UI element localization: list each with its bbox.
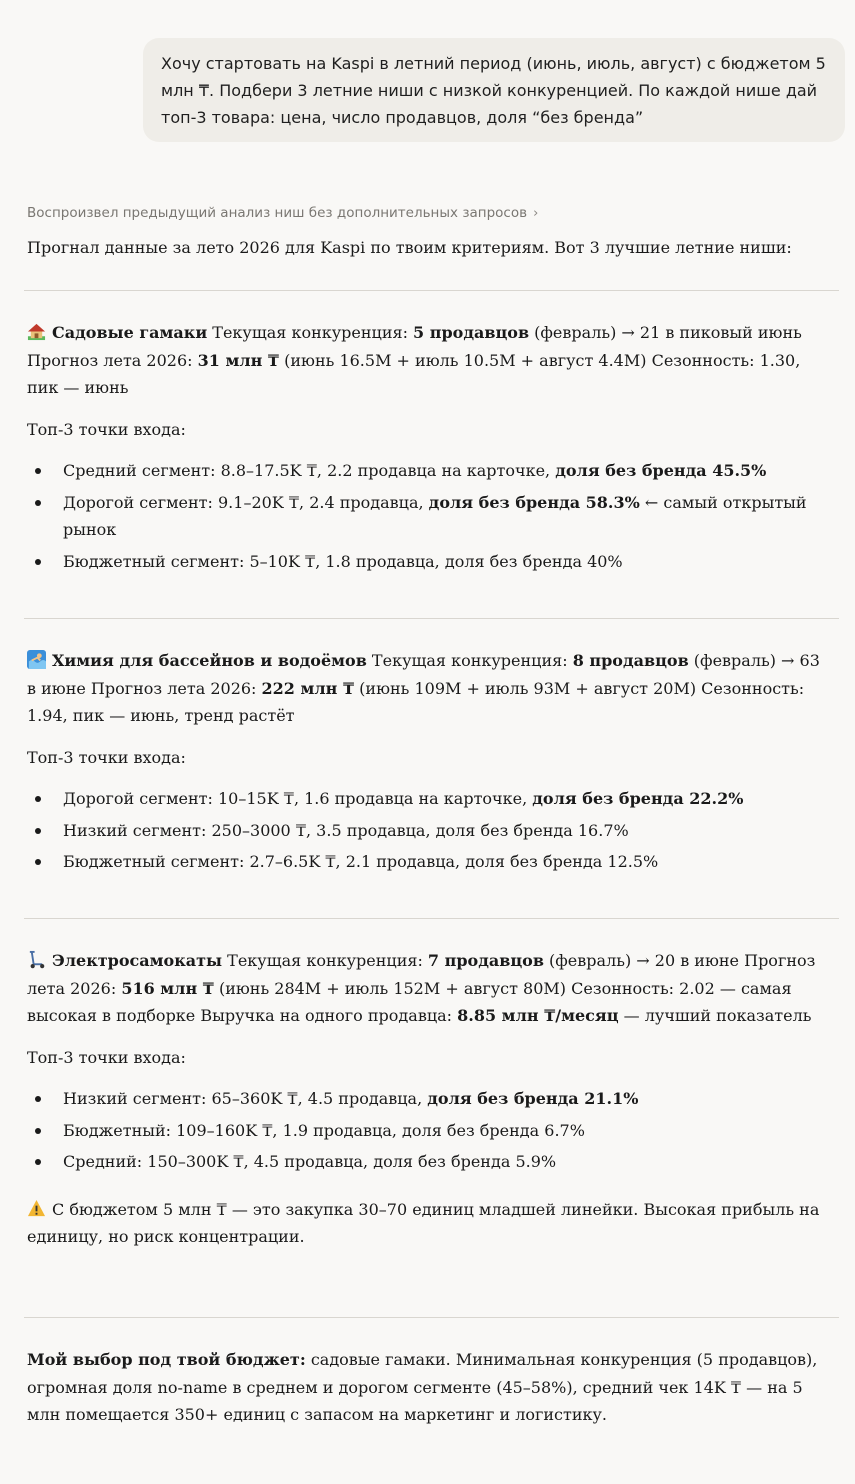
niche-1-list <box>27 457 827 575</box>
niche-3-list <box>27 1085 827 1176</box>
user-message-text: Хочу стартовать на Kaspi в летний период (июнь, июль, август) с бюджетом 5 млн ₸. Подбери 3 летние ниши с низкой конкуренцией. По каждой нише дай топ-3 товара: цена, число продавцов, доля “без бренда” <box>161 54 826 127</box>
warning-icon <box>27 1199 46 1218</box>
house-garden-icon <box>27 322 46 341</box>
competition-label: Текущая конкуренция: <box>222 951 428 970</box>
revenue-per-seller-value: 8.85 млн ₸/месяц <box>457 1006 619 1025</box>
revenue-per-seller-rest: — лучший показатель <box>618 1006 812 1025</box>
item-text: Средний: 150–300K ₸, 4.5 продавца, доля без бренда 5.9% <box>63 1152 557 1171</box>
conclusion-text: садовые гамаки. Минимальная конкуренция (5 продавцов), огромная доля no-name в среднем и дорогом сегменте (45–58%), средний чек 14K ₸ — на 5 млн помещается 350+ единиц с запасом на маркетинг и логистику. <box>27 1350 818 1424</box>
list-item <box>27 785 827 813</box>
niche-3-summary <box>27 947 827 1030</box>
item-text: Бюджетный сегмент: 2.7–6.5K ₸, 2.1 продавца, доля без бренда 12.5% <box>63 852 659 871</box>
item-text: Низкий сегмент: 250–3000 ₸, 3.5 продавца, доля без бренда 16.7% <box>63 820 629 840</box>
item-bold: доля без бренда 45.5% <box>555 461 767 480</box>
list-item <box>27 1085 827 1113</box>
competition-label: Текущая конкуренция: <box>207 323 414 342</box>
niche-2-title: Химия для бассейнов и водоёмов <box>52 651 367 670</box>
niche-2 <box>27 647 827 880</box>
niche-3 <box>27 947 827 1251</box>
forecast-rest: (июнь 109M + июль 93M + август 20M) Сезонность: 1.94, пик — июнь, тренд растёт <box>27 678 805 725</box>
item-text: Средний сегмент: 8.8–17.5K ₸, 2.2 продавца на карточке, <box>63 461 556 480</box>
competition-label: Текущая конкуренция: <box>366 651 573 670</box>
niche-1-title: Садовые гамаки <box>52 323 208 342</box>
divider <box>24 1317 839 1318</box>
competition-rest: (февраль) → 63 в июне Прогноз лета 2026: <box>27 651 820 698</box>
item-bold: доля без бренда 58.3% <box>428 492 640 512</box>
intro-text: Прогнал данные за лето 2026 для Kaspi по твоим критериям. Вот 3 лучшие летние ниши: <box>27 238 792 257</box>
niche-1 <box>27 319 827 579</box>
competition-rest: (февраль) → 21 в пиковый июнь Прогноз лета 2026: <box>27 323 802 370</box>
list-item <box>27 457 827 485</box>
list-item <box>27 489 827 544</box>
niche-1-summary <box>27 319 827 402</box>
competition-value: 8 продавцов <box>572 651 689 670</box>
chevron-right-icon: › <box>533 206 539 221</box>
conclusion-bold: Мой выбор под твой бюджет: <box>27 1350 306 1369</box>
niche-3-title: Электросамокаты <box>52 951 223 970</box>
item-text: Бюджетный сегмент: 5–10K ₸, 1.8 продавца, доля без бренда 40% <box>63 551 623 571</box>
intro-paragraph <box>27 234 827 262</box>
forecast-value: 516 млн ₸ <box>121 978 214 998</box>
forecast-value: 222 млн ₸ <box>261 678 355 698</box>
item-text: Дорогой сегмент: 9.1–20K ₸, 2.4 продавца, <box>63 492 429 512</box>
top-label: Топ-3 точки входа: <box>27 1047 186 1067</box>
divider <box>24 918 839 919</box>
warning-note <box>27 1196 827 1251</box>
reasoning-summary-toggle[interactable] <box>27 202 538 225</box>
user-message-bubble <box>143 38 845 142</box>
item-tail: ← самый открытый рынок <box>63 492 807 539</box>
competition-rest: (февраль) → 20 в июне Прогноз лета 2026: <box>27 951 816 998</box>
divider <box>24 290 839 291</box>
list-item <box>27 548 827 576</box>
item-text: Дорогой сегмент: 10–15K ₸, 1.6 продавца на карточке, <box>63 789 533 808</box>
list-item <box>27 817 827 845</box>
competition-value: 7 продавцов <box>427 951 544 970</box>
top-label: Топ-3 точки входа: <box>27 747 186 767</box>
forecast-rest: (июнь 284M + июль 152M + август 80M) Сезонность: 2.02 — самая высокая в подборке Выручка на одного продавца: <box>27 978 792 1025</box>
forecast-value: 31 млн ₸ <box>197 350 280 370</box>
divider <box>24 618 839 619</box>
list-item <box>27 848 827 876</box>
reasoning-summary-label: Воспроизвел предыдущий анализ ниш без дополнительных запросов <box>27 205 528 221</box>
top-label: Топ-3 точки входа: <box>27 419 186 439</box>
item-text: Бюджетный: 109–160K ₸, 1.9 продавца, доля без бренда 6.7% <box>63 1120 585 1140</box>
list-item <box>27 1148 827 1176</box>
kick-scooter-icon <box>27 950 46 969</box>
niche-2-summary <box>27 647 827 730</box>
item-bold: доля без бренда 22.2% <box>532 789 744 808</box>
swimmer-icon <box>27 650 46 669</box>
item-text: Низкий сегмент: 65–360K ₸, 4.5 продавца, <box>63 1089 428 1108</box>
conclusion-paragraph <box>27 1346 827 1429</box>
item-bold: доля без бренда 21.1% <box>427 1089 639 1108</box>
forecast-rest: (июнь 16.5M + июль 10.5M + август 4.4M) Сезонность: 1.30, пик — июнь <box>27 350 801 397</box>
list-item <box>27 1117 827 1145</box>
niche-2-list <box>27 785 827 876</box>
warning-text: С бюджетом 5 млн ₸ — это закупка 30–70 единиц младшей линейки. Высокая прибыль на единицу, но риск концентрации. <box>27 1199 820 1246</box>
competition-value: 5 продавцов <box>413 323 530 342</box>
